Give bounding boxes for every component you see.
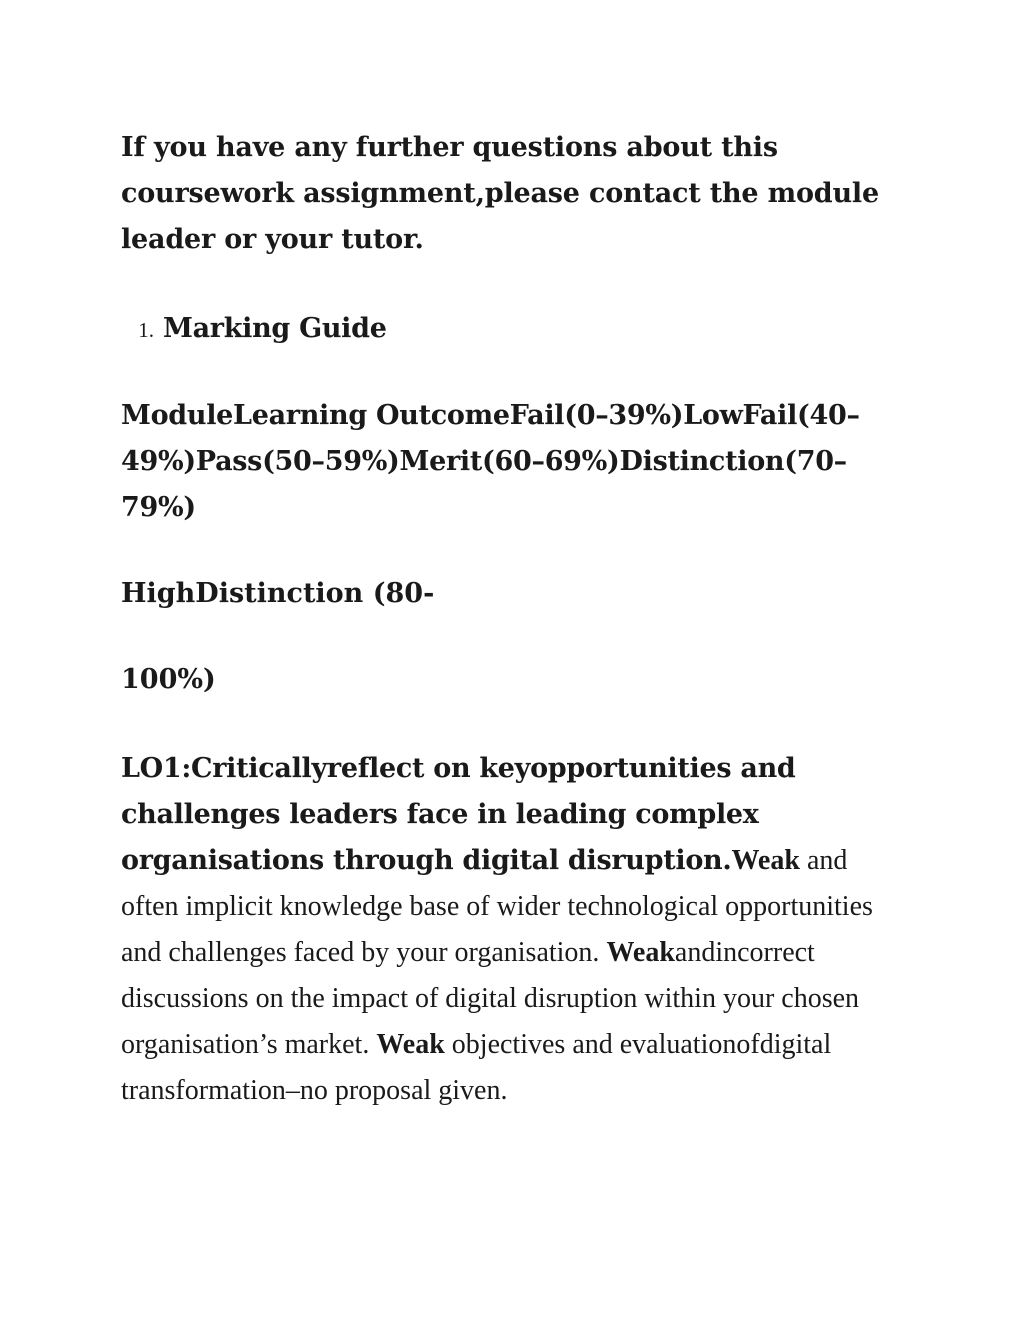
lo1-text-3: objectives and evaluationofdigital transformation–no proposal given. <box>121 1029 832 1106</box>
learning-outcome-lo1 <box>121 746 911 1114</box>
intro-paragraph: If you have any further questions about this coursework assignment,please contact the module leader or your tutor. <box>121 132 879 255</box>
list-number: 1. <box>138 318 154 342</box>
lo1-text-1: and often implicit knowledge base of wider technological opportunities and challenges faced by your organisation. <box>121 845 873 968</box>
document-page <box>121 125 911 1114</box>
numbered-list <box>121 306 911 353</box>
lo1-text-2: andincorrect discussions on the impact of digital disruption within your chosen organisation’s market. <box>121 937 860 1060</box>
lo1-weak-1: Weak <box>731 845 800 876</box>
high-distinction-range: 100%) <box>121 664 216 695</box>
high-distinction-label: HighDistinction (80- <box>121 578 435 609</box>
lo1-weak-3: Weak <box>376 1029 445 1060</box>
lo1-heading: LO1:Criticallyreflect on keyopportunities and challenges leaders face in leading complex organisations through digital disruption. <box>121 753 796 876</box>
lo1-weak-2: Weak <box>606 937 675 968</box>
grade-bands-header: ModuleLearning OutcomeFail(0–39%)LowFail(40–49%)Pass(50–59%)Merit(60–69%)Distinction(70–79%) <box>121 400 860 523</box>
list-item <box>121 306 911 353</box>
section-heading-marking-guide: Marking Guide <box>163 313 387 344</box>
